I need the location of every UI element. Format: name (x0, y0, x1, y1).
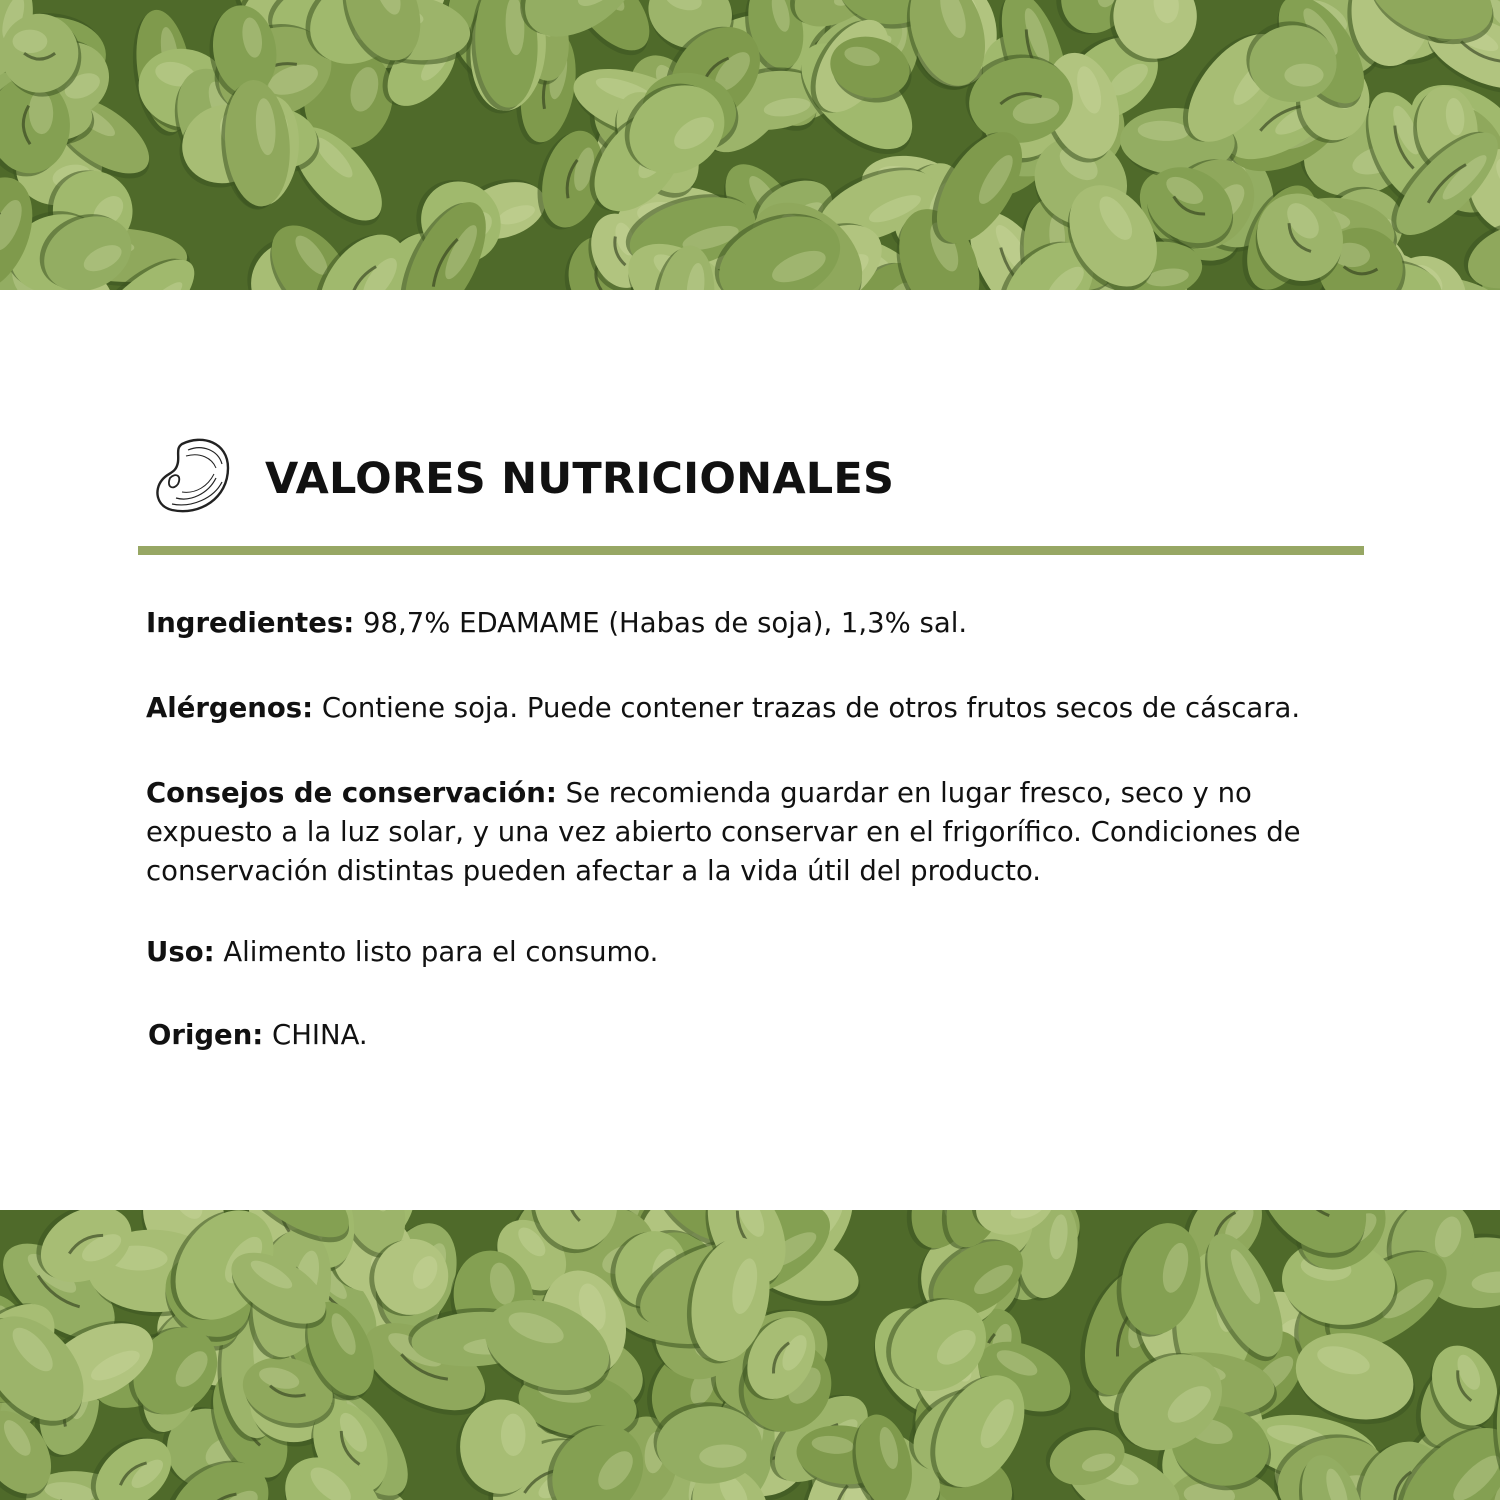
product-info-panel (0, 290, 1500, 1210)
usage-text: Alimento listo para el consumo. (214, 936, 659, 968)
origin-line (148, 1016, 1388, 1055)
ingredients-text: 98,7% EDAMAME (Habas de soja), 1,3% sal. (354, 607, 968, 639)
edamame-beans-image (0, 0, 1500, 290)
allergens-line (146, 689, 1386, 728)
edamame-photo-top (0, 0, 1500, 290)
origin-text: CHINA. (263, 1019, 368, 1051)
bean-icon (152, 432, 232, 518)
section-header (150, 432, 1370, 518)
storage-text: Se recomienda guardar en lugar fresco, seco y no expuesto a la luz solar, y una vez abierto conservar en el frigorífico. Condiciones de conservación distintas pueden afectar a la vida útil del producto. (146, 777, 1301, 887)
origin-label: Origen: (148, 1019, 264, 1051)
storage-advice (146, 774, 1386, 891)
usage-line (146, 933, 1386, 972)
divider-line (138, 546, 1364, 555)
usage-label: Uso: (146, 936, 215, 968)
ingredients-label: Ingredientes: (146, 607, 355, 639)
edamame-photo-bottom (0, 1210, 1500, 1500)
edamame-beans-image (0, 1210, 1500, 1500)
storage-label: Consejos de conservación: (146, 777, 557, 809)
allergens-text: Contiene soja. Puede contener trazas de otros frutos secos de cáscara. (313, 692, 1301, 724)
ingredients-line (146, 604, 1386, 643)
allergens-label: Alérgenos: (146, 692, 314, 724)
page-title: VALORES NUTRICIONALES (265, 454, 895, 504)
